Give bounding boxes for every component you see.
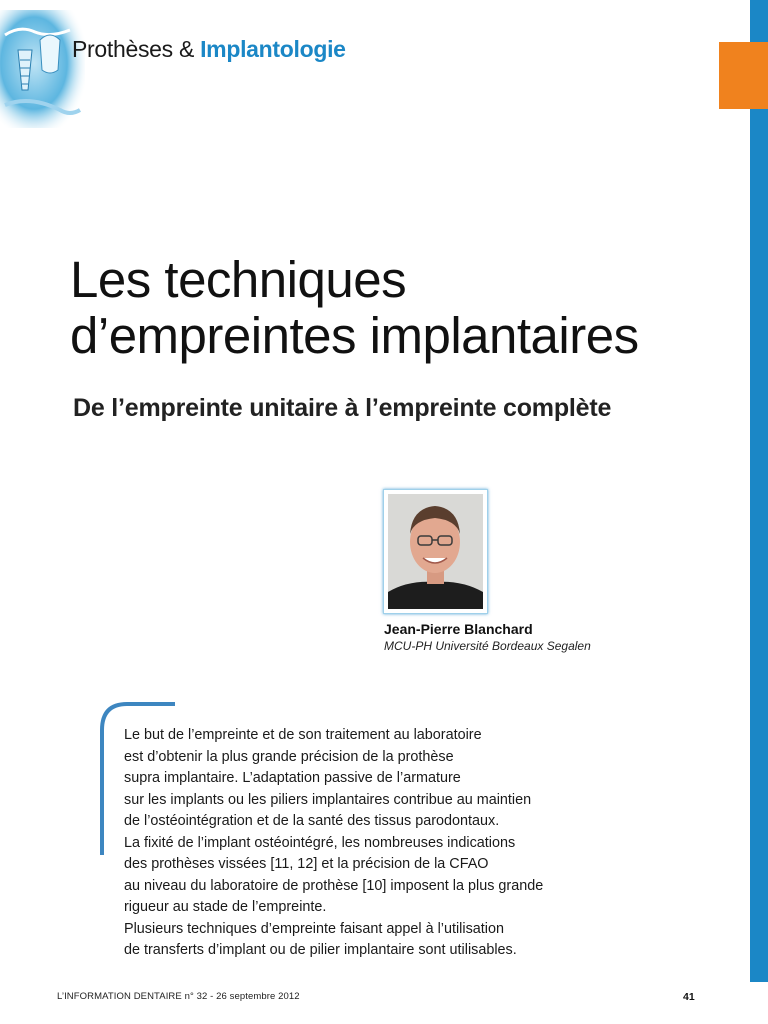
abstract-line: sur les implants ou les piliers implantaires contribue au maintien [124, 791, 532, 808]
section-name-accent: Implantologie [200, 36, 346, 62]
abstract-line: est d’obtenir la plus grande précision de la prothèse [124, 748, 454, 765]
right-edge-blue-bar [750, 0, 768, 982]
abstract-line: Plusieurs techniques d’empreinte faisant appel à l’utilisation [124, 920, 504, 937]
author-portrait-icon [388, 494, 483, 609]
article-title-line-1: Les techniques [70, 251, 407, 308]
abstract-line: de transferts d’implant ou de pilier implantaire sont utilisables. [124, 942, 517, 958]
abstract-line: de l’ostéointégration et de la santé des tissus parodontaux. [124, 813, 500, 829]
author-photo [383, 489, 488, 614]
abstract-line: des prothèses vissées [11, 12] et la précision de la CFAO [124, 856, 489, 872]
author-name: Jean-Pierre Blanchard [384, 621, 533, 637]
journal-citation: L’INFORMATION DENTAIRE n° 32 - 26 septembre 2012 [57, 991, 300, 1002]
abstract-line: La fixité de l’implant ostéointégré, les nombreuses indications [124, 834, 516, 851]
dental-implant-illustration-icon [0, 10, 85, 128]
abstract-text [124, 725, 604, 962]
article-subtitle: De l’empreinte unitaire à l’empreinte complète [73, 394, 612, 422]
page-number: 41 [683, 991, 695, 1003]
abstract-line: Le but de l’empreinte et de son traitement au laboratoire [124, 727, 482, 743]
author-affiliation: MCU-PH Université Bordeaux Segalen [384, 639, 591, 653]
abstract-line: rigueur au stade de l’empreinte. [124, 899, 327, 915]
article-title-line-2: d’empreintes implantaires [70, 307, 639, 364]
right-edge-orange-tab [719, 42, 768, 109]
abstract-line: supra implantaire. L’adaptation passive de l’armature [124, 770, 461, 786]
article-title [70, 252, 710, 364]
section-name: Prothèses & [72, 36, 201, 62]
section-header [72, 36, 346, 63]
abstract-line: au niveau du laboratoire de prothèse [10] imposent la plus grande [124, 877, 544, 894]
